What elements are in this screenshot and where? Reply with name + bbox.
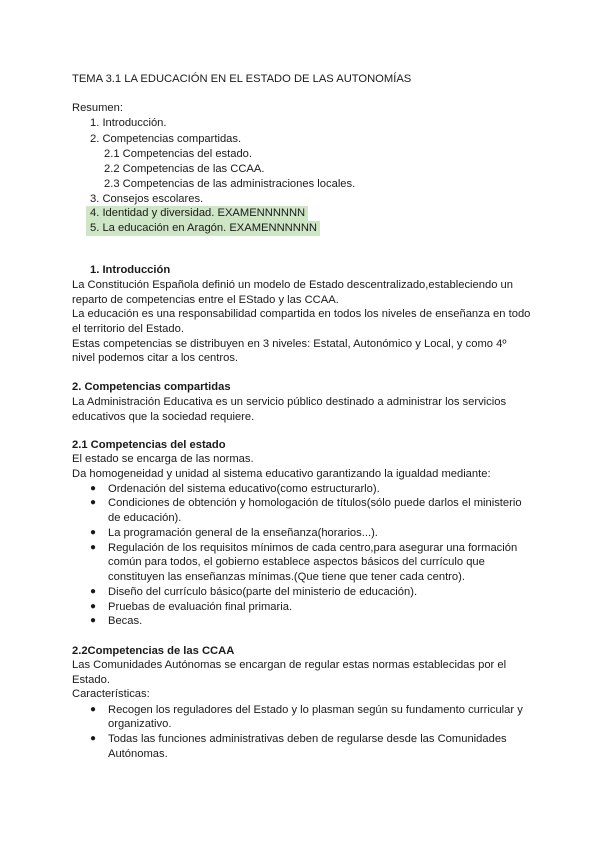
section-heading-competencias-estado: 2.1 Competencias del estado: [72, 439, 226, 451]
section-heading-introduccion: 1. Introducción: [90, 264, 171, 276]
paragraph-line: La Constitución Española definió un modelo de Estado descentralizado,estableciendo un: [72, 279, 513, 291]
page-title: TEMA 3.1 LA EDUCACIÓN EN EL ESTADO DE LAS AUTONOMÍAS: [72, 73, 412, 85]
paragraph-line: reparto de competencias entre el EStado y las CCAA.: [72, 294, 339, 306]
bullet-text: Todas las funciones administrativas deben de regularse desde las Comunidades: [108, 733, 507, 745]
paragraph-line: La Administración Educativa es un servicio público destinado a administrar los servicios: [72, 396, 507, 408]
paragraph-line: educativos que la sociedad requiere.: [72, 411, 255, 423]
summary-item: 3. Consejos escolares.: [90, 193, 204, 205]
bullet-text-continued: de educación).: [108, 512, 182, 524]
summary-item-highlighted: 4. Identidad y diversidad. EXAMENNNNNN: [86, 206, 308, 221]
bullet-text-continued: Autónomas.: [108, 748, 168, 760]
paragraph-line: La educación es una responsabilidad compartida en todos los niveles de enseñanza en todo: [72, 308, 531, 320]
bullet-text: La programación general de la enseñanza(horarios...).: [108, 527, 378, 539]
paragraph-line: nivel podemos citar a los centros.: [72, 352, 239, 364]
paragraph-line: Da homogeneidad y unidad al sistema educativo garantizando la igualdad mediante:: [72, 468, 491, 480]
bullet-icon: ●: [90, 586, 97, 597]
paragraph-line: Estas competencias se distribuyen en 3 niveles: Estatal, Autonómico y Local, y como 4º: [72, 338, 507, 350]
bullet-icon: ●: [90, 483, 97, 494]
summary-item: 1. Introducción.: [90, 117, 167, 129]
section-heading-competencias-compartidas: 2. Competencias compartidas: [72, 381, 231, 393]
summary-label: Resumen:: [72, 102, 123, 114]
paragraph-line: el territorio del Estado.: [72, 323, 184, 335]
paragraph-line: Estado.: [72, 674, 110, 686]
bullet-text: Diseño del currículo básico(parte del ministerio de educación).: [108, 586, 418, 598]
bullet-icon: ●: [90, 615, 97, 626]
bullet-text: Condiciones de obtención y homologación de títulos(sólo puede darlos el ministerio: [108, 497, 522, 509]
bullet-icon: ●: [90, 527, 97, 538]
bullet-icon: ●: [90, 601, 97, 612]
bullet-text: Regulación de los requisitos mínimos de cada centro,para asegurar una formación: [108, 542, 518, 554]
summary-item-highlighted: 5. La educación en Aragón. EXAMENNNNNN: [86, 221, 320, 236]
bullet-text: Pruebas de evaluación final primaria.: [108, 601, 293, 613]
bullet-icon: ●: [90, 704, 97, 715]
bullet-text-continued: común para todos, el gobierno establece aspectos básicos del currículo que: [108, 556, 485, 568]
summary-subitem: 2.3 Competencias de las administraciones locales.: [104, 178, 356, 190]
bullet-icon: ●: [90, 497, 97, 508]
bullet-text-continued: constituyen las enseñanzas mínimas.(Que tiene que tener cada centro).: [108, 571, 465, 583]
paragraph-line: El estado se encarga de las normas.: [72, 453, 254, 465]
section-heading-competencias-ccaa: 2.2Competencias de las CCAA: [72, 645, 235, 657]
bullet-icon: ●: [90, 542, 97, 553]
paragraph-line: Las Comunidades Autónomas se encargan de regular estas normas establecidas por el: [72, 659, 507, 671]
summary-subitem: 2.1 Competencias del estado.: [104, 148, 253, 160]
bullet-text: Ordenación del sistema educativo(como estructurarlo).: [108, 483, 380, 495]
paragraph-line: Características:: [72, 688, 150, 700]
bullet-text: Becas.: [108, 615, 143, 627]
summary-subitem: 2.2 Competencias de las CCAA.: [104, 163, 265, 175]
bullet-icon: ●: [90, 733, 97, 744]
summary-item: 2. Competencias compartidas.: [90, 133, 242, 145]
bullet-text-continued: organizativo.: [108, 718, 172, 730]
bullet-text: Recogen los reguladores del Estado y lo plasman según su fundamento curricular y: [108, 704, 523, 716]
